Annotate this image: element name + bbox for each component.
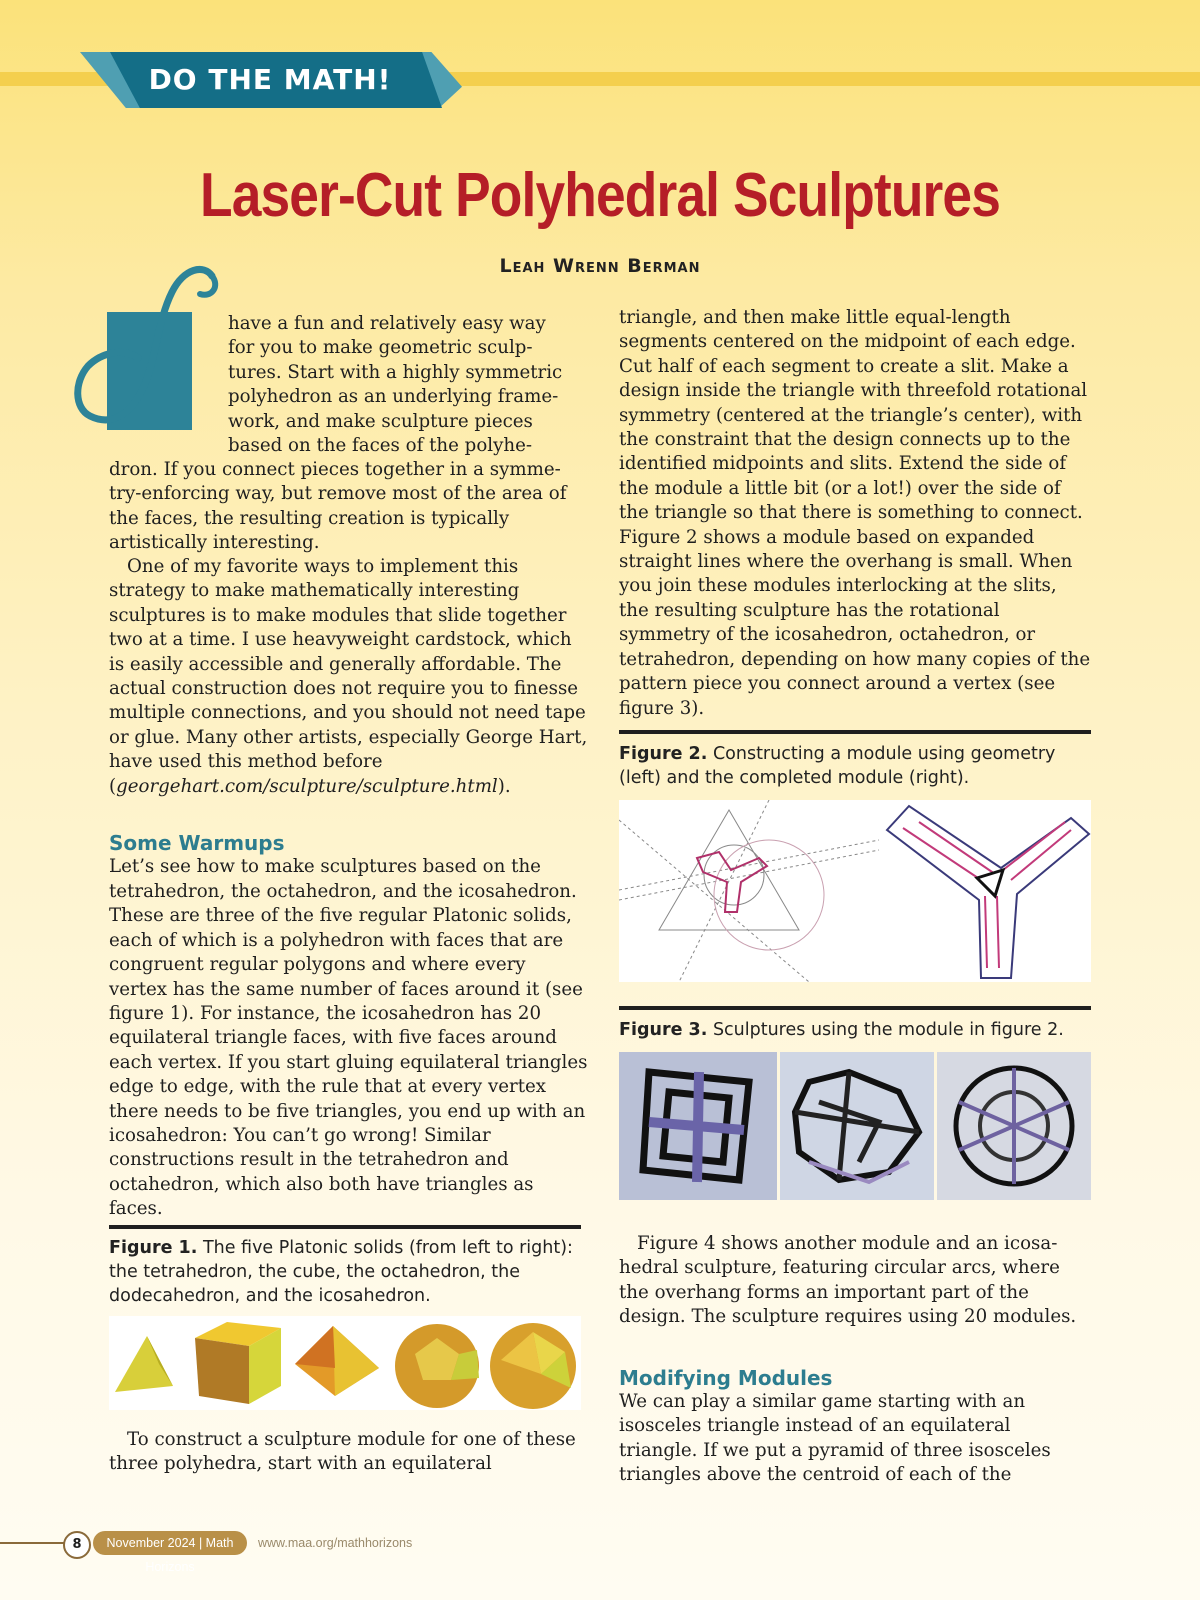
lede-line: based on the faces of the polyhe- <box>228 435 532 457</box>
lede-line: work, and make sculpture pieces <box>228 410 533 432</box>
completed-module <box>887 806 1089 978</box>
issue-label: November 2024 | Math Horizons <box>93 1531 247 1555</box>
figure-label: Figure 2. <box>619 744 708 764</box>
page-number: 8 <box>63 1531 91 1559</box>
article-link[interactable]: georgehart.com/sculpture/sculpture.html <box>116 775 498 797</box>
lede-line: have a fun and relatively easy way <box>228 313 546 334</box>
author-byline: Leah Wrenn Berman <box>499 255 701 277</box>
figure-3-image <box>619 1052 1091 1200</box>
dodecahedron-shape <box>395 1324 479 1408</box>
left-column <box>109 555 589 1222</box>
paragraph-text: One of my favorite ways to implement this strategy to make mathematically interesting sculptures is to make modules that slide together two at a time. I use heavyweight cardstock, which is easily accessible and generally affordable. The actual construction does not require you to finesse multiple connections, and you should not need tape or glue. Many other artists, especially George Hart, have used this method before ( <box>109 556 588 797</box>
footer-rule <box>0 1542 70 1544</box>
section-heading: Some Warmups <box>109 831 285 856</box>
figure-2-caption <box>619 742 1091 790</box>
sculpture-photo-2 <box>780 1052 934 1200</box>
geometry-construction <box>619 800 879 982</box>
article-title: Laser-Cut Polyhedral Sculptures <box>199 161 1001 230</box>
figure-rule <box>109 1225 581 1229</box>
figure-label: Figure 1. <box>109 1238 198 1258</box>
icosahedron-shape <box>490 1323 576 1409</box>
figure-label: Figure 3. <box>619 1020 708 1040</box>
figure-rule <box>619 1006 1091 1010</box>
octahedron-shape <box>295 1326 379 1396</box>
banner-label: DO THE MATH! <box>148 63 392 96</box>
paragraph: We can play a similar game starting with an isosceles triangle instead of an equilateral triangle. If we put a pyramid of three isosceles triangles above the centroid of each of the <box>619 1391 1051 1486</box>
right-column-top <box>619 306 1091 721</box>
lede-line: polyhedron as an underlying frame- <box>228 386 559 408</box>
lede-line: tures. Start with a highly symmetric <box>228 361 563 383</box>
paragraph: dron. If you connect pieces together in a symme-try-enforcing way, but remove most of the area of the faces, the resulting creation is typically artistically interesting. <box>109 459 567 554</box>
left-column-end <box>109 1428 589 1477</box>
tetrahedron-shape <box>115 1336 173 1392</box>
section-heading: Modifying Modules <box>619 1365 833 1390</box>
paragraph: Figure 4 shows another module and an icosa-hedral sculpture, featuring circular arcs, where the overhang forms an important part of the design. The sculpture requires using 20 modules. <box>619 1233 1077 1328</box>
right-column-bottom <box>619 1232 1091 1488</box>
caption-text: Sculptures using the module in figure 2. <box>712 1020 1064 1040</box>
figure-1-image <box>109 1316 581 1410</box>
paragraph <box>109 555 589 799</box>
lede-line: for you to make geometric sculp- <box>228 337 533 359</box>
dropcap-letter <box>44 240 224 450</box>
footer-link[interactable]: www.maa.org/mathhorizons <box>258 1536 413 1550</box>
paragraph: triangle, and then make little equal-length segments centered on the midpoint of each edge. Cut half of each segment to create a slit. Make a design inside the triangle with threefold rotational symmetry (centered at the triangle’s center), with the constraint that the design connects up to the identified midpoints and slits. Extend the side of the module a little bit (or a lot!) over the side of the triangle so that there is something to connect. Figure 2 shows a module based on expanded straight lines where the overhang is small. When you join these modules interlocking at the slits, the resulting sculpture has the rotational symmetry of the icosahedron, octahedron, or tetrahedron, depending on how many copies of the pattern piece you connect around a vertex (see figure 3). <box>619 307 1091 719</box>
caption-text: The five Platonic solids (from left to right): the tetrahedron, the cube, the octahedron, the dodecahedron, and the icosahedron. <box>109 1238 573 1306</box>
paragraph-text: ). <box>497 775 511 797</box>
figure-rule <box>619 730 1091 734</box>
figure-3-caption <box>619 1018 1091 1042</box>
lede-continuation <box>109 458 589 556</box>
paragraph: Let’s see how to make sculptures based on the tetrahedron, the octahedron, and the icosahedron. These are three of the five regular Platonic solids, each of which is a polyhedron with faces that are congruent regular polygons and where every vertex has the same number of faces around it (see figure 1). For instance, the icosahedron has 20 equilateral triangle faces, with five faces around each vertex. If you start gluing equilateral triangles edge to edge, with the rule that at every vertex there needs to be five triangles, you end up with an icosahedron: You can’t go wrong! Similar constructions result in the tetrahedron and octahedron, which also both have triangles as faces. <box>109 856 588 1220</box>
lede-block <box>228 312 588 458</box>
figure-2-image <box>619 800 1091 982</box>
caption-text: Constructing a module using geometry (left) and the completed module (right). <box>619 744 1056 788</box>
paragraph: To construct a sculpture module for one of these three polyhedra, start with an equilateral <box>109 1429 576 1475</box>
cube-shape <box>195 1322 281 1404</box>
sculpture-photo-1 <box>619 1052 777 1200</box>
figure-1-caption <box>109 1236 589 1308</box>
sculpture-photo-3 <box>937 1052 1091 1200</box>
